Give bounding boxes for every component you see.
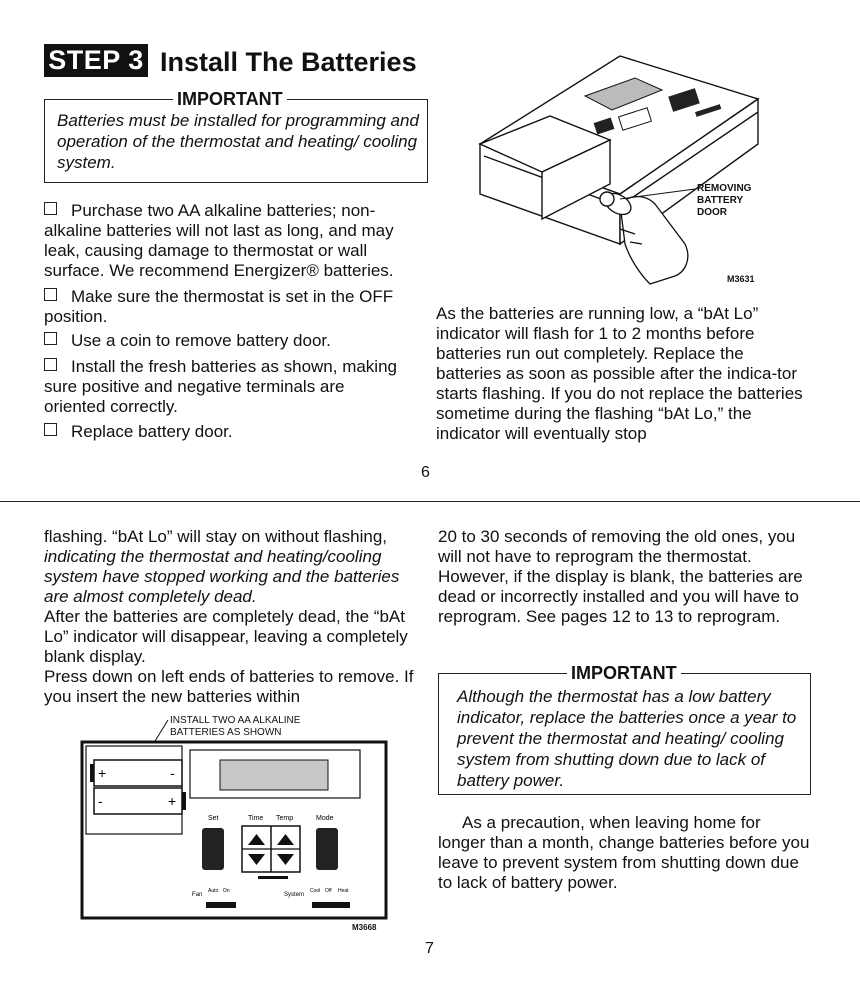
svg-text:Cool: Cool xyxy=(310,888,321,894)
important-text: Although the thermostat has a low battery indicator, replace the batteries once a year to prevent the thermostat and heating/ cooling system from shutting down due to lack of battery power. xyxy=(457,687,797,790)
checkbox-icon xyxy=(44,202,57,215)
set-button xyxy=(202,828,224,870)
system-switch xyxy=(312,902,350,908)
important-label: IMPORTANT xyxy=(567,663,681,683)
svg-text:Fan: Fan xyxy=(192,892,203,898)
figure-code: M3668 xyxy=(352,923,377,932)
checklist-item: Use a coin to remove battery door. xyxy=(44,331,422,351)
important-box-top xyxy=(44,89,428,183)
checkbox-icon xyxy=(44,423,57,436)
page-number: 6 xyxy=(421,464,430,481)
right-paragraph: 20 to 30 seconds of removing the old ones, you will not have to reprogram the thermostat. However, if the display is blank, the batteries are dead or incorrectly installed and you will have to reprogram. See pages 12 to 13 to reprogram. xyxy=(438,527,803,626)
lcd-display xyxy=(220,760,328,790)
figure-callout: INSTALL TWO AA ALKALINE BATTERIES AS SHOWN xyxy=(170,715,301,738)
left-paragraph-2: After the batteries are completely dead, the “bAt Lo” indicator will disappear, leaving a completely blank display. xyxy=(44,607,408,666)
page-title: Install The Batteries xyxy=(160,47,417,77)
thermostat-battery-door-figure xyxy=(470,44,770,294)
important-text: Batteries must be installed for programming and operation of the thermostat and heating/ cooling system. xyxy=(57,111,419,172)
right-paragraph: As the batteries are running low, a “bAt Lo” indicator will flash for 1 to 2 months before batteries run out completely. Replace the batteries as soon as possible after the indica-tor starts flashing. If you do not replace the batteries sometime during the flashing “bAt Lo,” the indicator will eventually stop xyxy=(436,304,803,443)
figure-callout: REMOVING BATTERY DOOR xyxy=(697,183,752,218)
checklist-item: Install the fresh batteries as shown, making sure positive and negative terminals are oriented correctly. xyxy=(44,357,397,416)
time-label: Time xyxy=(248,815,264,822)
thermostat-front-figure xyxy=(80,720,392,926)
checkbox-icon xyxy=(44,358,57,371)
mode-label: Mode xyxy=(316,815,334,822)
svg-text:System: System xyxy=(284,892,305,898)
svg-text:Off: Off xyxy=(325,888,332,894)
svg-text:+: + xyxy=(98,765,107,781)
svg-text:+: + xyxy=(168,793,177,809)
set-label: Set xyxy=(208,815,219,822)
important-box-bottom xyxy=(438,663,811,795)
checklist-item: Purchase two AA alkaline batteries; non-alkaline batteries will not last as long, and may leak, causing damage to thermostat or wall surface. We recommend Energizer® batteries. xyxy=(44,201,394,280)
step-badge: STEP 3 xyxy=(44,44,148,77)
checklist-item: Replace battery door. xyxy=(44,422,422,442)
precaution-paragraph: As a precaution, when leaving home for longer than a month, change batteries before you leave to prevent system from shutting down due to lack of battery power. xyxy=(438,813,810,892)
left-paragraph-3: Press down on left ends of batteries to remove. If you insert the new batteries within xyxy=(44,667,414,706)
svg-text:Heat: Heat xyxy=(338,888,349,894)
page-divider xyxy=(0,501,860,502)
checkbox-icon xyxy=(44,288,57,301)
svg-text:On: On xyxy=(223,888,230,894)
checkbox-icon xyxy=(44,332,57,345)
left-paragraph-1: flashing. “bAt Lo” will stay on without flashing, indicating the thermostat and heating/cooling system have stopped working and the batteries are almost completely dead. xyxy=(44,527,400,606)
mode-button xyxy=(316,828,338,870)
svg-text:Auto: Auto xyxy=(208,888,219,894)
page-number: 7 xyxy=(425,940,434,957)
svg-text:-: - xyxy=(98,793,103,809)
checklist-item: Make sure the thermostat is set in the OFF position. xyxy=(44,287,394,326)
figure-code: M3631 xyxy=(727,274,755,284)
important-label: IMPORTANT xyxy=(173,89,287,109)
temp-label: Temp xyxy=(276,815,294,822)
fan-switch xyxy=(206,902,236,908)
svg-text:-: - xyxy=(170,765,175,781)
